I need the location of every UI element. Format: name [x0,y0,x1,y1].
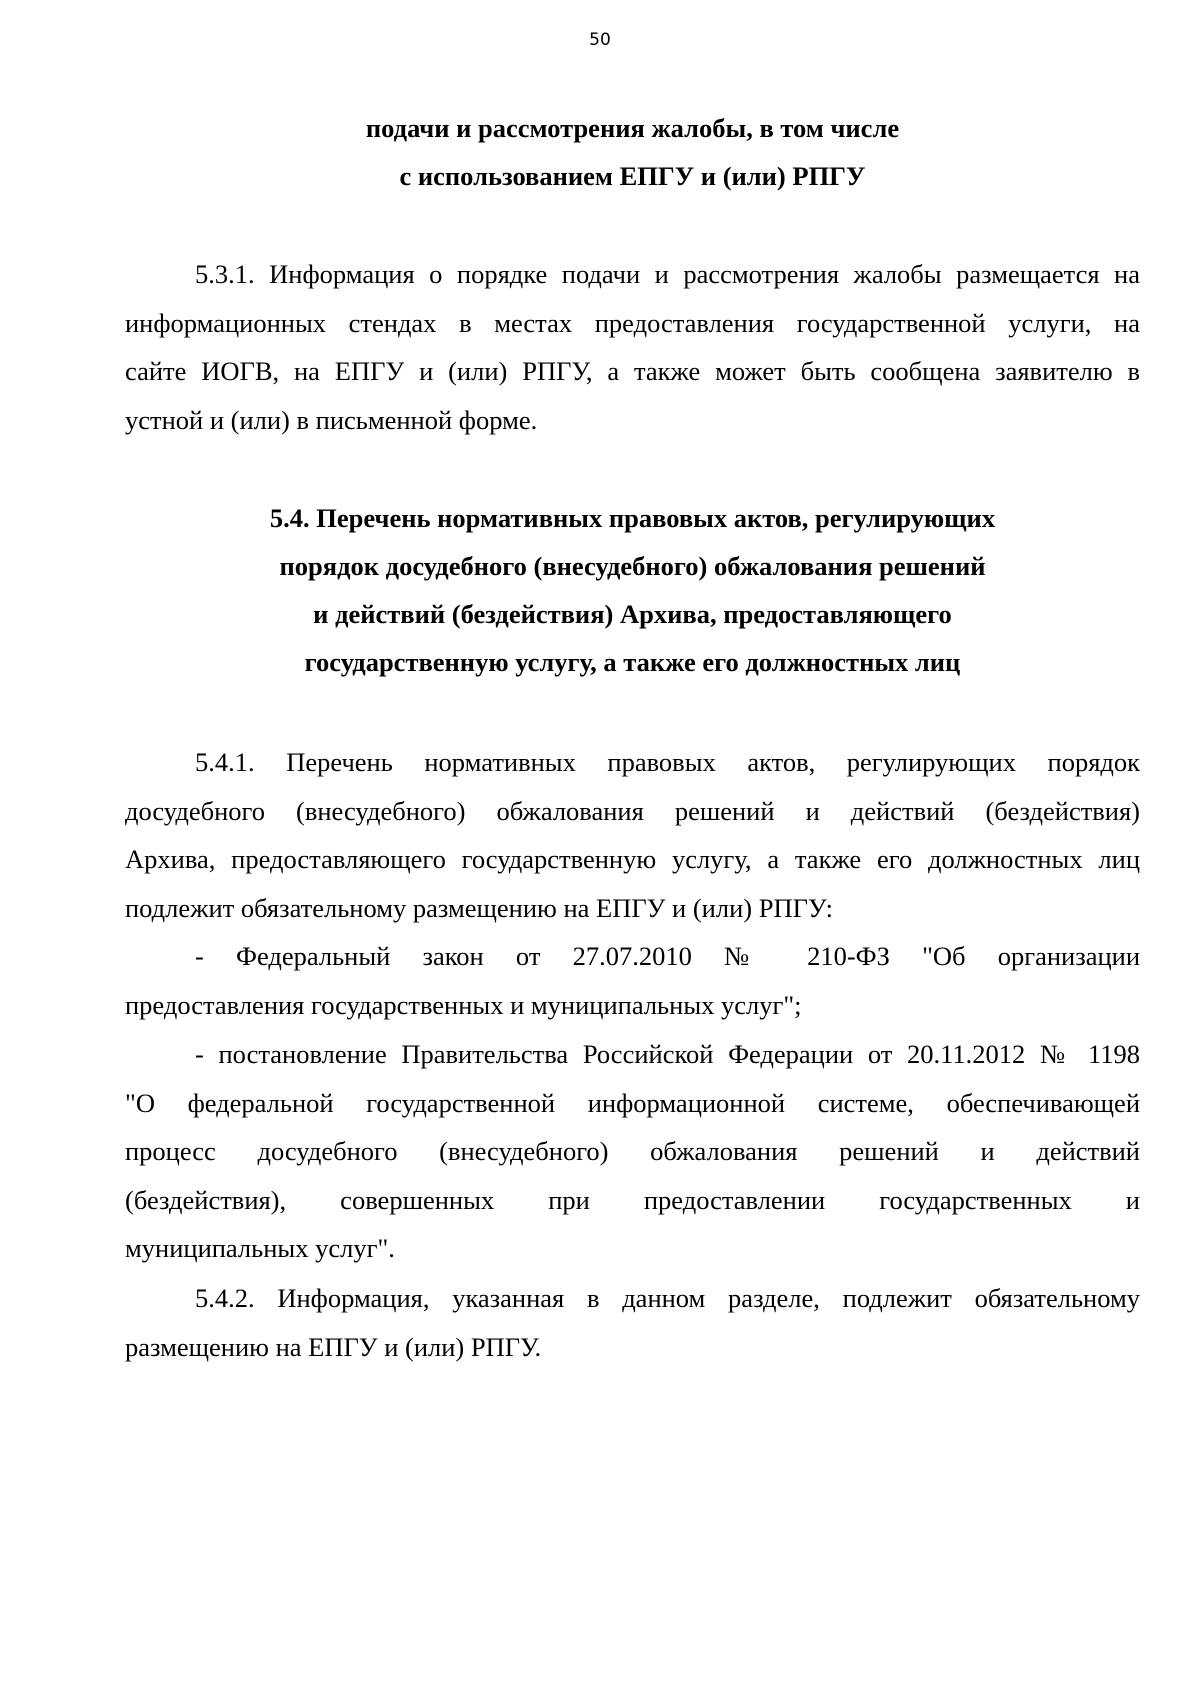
paragraph-line: - Федеральный закон от 27.07.2010 № 210-ФЗ "Об организации [195,941,1140,971]
heading-line: с использованием ЕПГУ и (или) РПГУ [399,161,866,191]
heading-line: государственную услугу, а также его должностных лиц [304,647,961,677]
paragraph-line: подлежит обязательному размещению на ЕПГУ и (или) РПГУ: [125,892,834,923]
page-number: 50 [589,30,611,50]
paragraph-line: муниципальных услуг". [125,1233,395,1263]
list-item-federal-law [125,932,1140,1029]
heading-line: 5.4. Перечень нормативных правовых актов, регулирующих [269,503,996,533]
paragraph-line: процесс досудебного (внесудебного) обжалования решений и действий [125,1136,1140,1166]
paragraph-line: "О федеральной государственной информационной системе, обеспечивающей [125,1087,1140,1118]
heading-line: порядок досудебного (внесудебного) обжалования решений [279,551,986,581]
heading-line: и действий (бездействия) Архива, предоставляющего [313,599,952,629]
paragraph-line: предоставления государственных и муниципальных услуг"; [125,989,802,1020]
paragraph-line: информационных стендах в местах предоставления государственной услуги, на [125,307,1140,338]
paragraph-5-4-1 [125,738,1140,932]
paragraph-line: 5.4.2. Информация, указанная в данном разделе, подлежит обязательному [195,1283,1140,1313]
paragraph-line: (бездействия), совершенных при предоставлении государственных и [125,1184,1140,1215]
heading-line: подачи и рассмотрения жалобы, в том числе [365,113,900,143]
section-heading-complaint-info [125,104,1140,200]
list-item-government-decree [125,1030,1140,1273]
paragraph-line: 5.4.1. Перечень нормативных правовых актов, регулирующих порядок [195,747,1140,777]
paragraph-line: размещению на ЕПГУ и (или) РПГУ. [125,1331,542,1362]
paragraph-line: 5.3.1. Информация о порядке подачи и рассмотрения жалобы размещается на [195,259,1140,289]
paragraph-line: устной и (или) в письменной форме. [125,404,538,435]
section-heading-5-4 [125,494,1140,686]
paragraph-line: - постановление Правительства Российской Федерации от 20.11.2012 № 1198 [195,1039,1140,1069]
paragraph-5-4-2 [125,1274,1140,1371]
paragraph-line: досудебного (внесудебного) обжалования решений и действий (бездействия) [125,795,1140,826]
paragraph-line: сайте ИОГВ, на ЕПГУ и (или) РПГУ, а также может быть сообщена заявителю в [125,356,1140,386]
paragraph-line: Архива, предоставляющего государственную услугу, а также его должностных лиц [125,844,1140,874]
paragraph-5-3-1 [125,250,1140,444]
